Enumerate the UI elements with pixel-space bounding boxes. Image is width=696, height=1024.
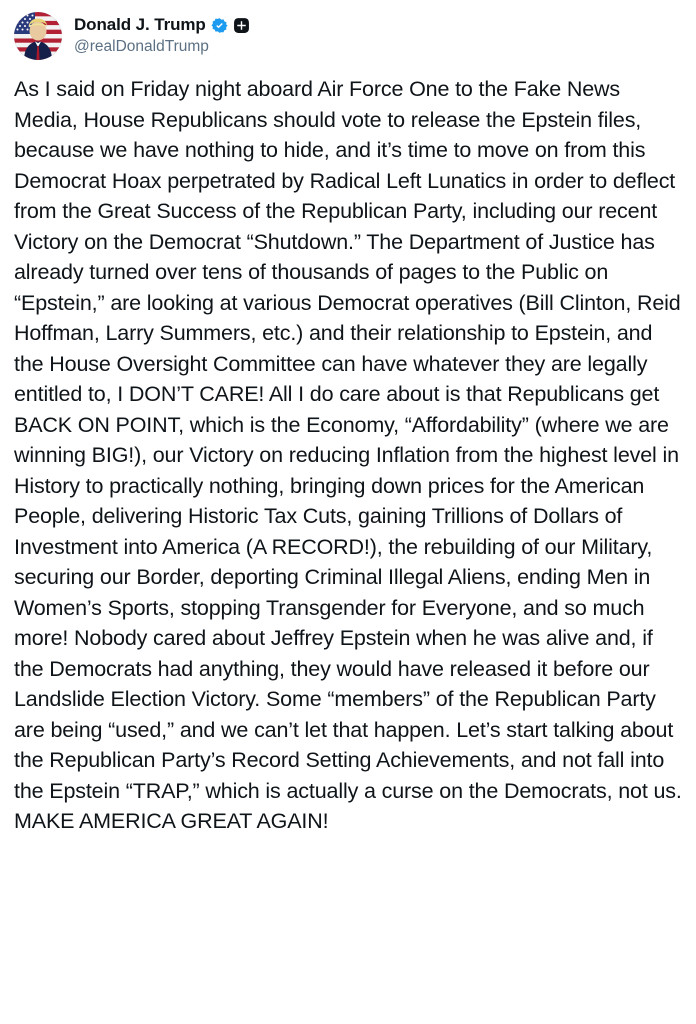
author-name-row [74, 15, 250, 35]
author-display-name: Donald J. Trump [74, 15, 206, 34]
author-identity [74, 15, 250, 57]
author-handle: @realDonaldTrump [74, 38, 209, 56]
post-text: As I said on Friday night aboard Air Force One to the Fake News Media, House Republicans should vote to release the Epstein files, because we have nothing to hide, and it’s time to move on from this Democrat Hoax perpetrated by Radical Left Lunatics in order to deflect from the Great Success of the Republican Party, including our recent Victory on the Democrat “Shutdown.” The Department of Justice has already turned over tens of thousands of pages to the Public on “Epstein,” are looking at various Democrat operatives (Bill Clinton, Reid Hoffman, Larry Summers, etc.) and their relationship to Epstein, and the House Oversight Committee can have whatever they are legally entitled to, I DON’T CARE! All I do care about is that Republicans get BACK ON POINT, which is the Economy, “Affordability” (where we are winning BIG!), our Victory on reducing Inflation from the highest level in History to practically nothing, bringing down prices for the American People, delivering Historic Tax Cuts, gaining Trillions of Dollars of Investment into America (A RECORD!), the rebuilding of our Military, securing our Border, deporting Criminal Illegal Aliens, ending Men in Women’s Sports, stopping Transgender for Everyone, and so much more! Nobody cared about Jeffrey Epstein when he was alive and, if the Democrats had anything, they would have released it before our Landslide Election Victory. Some “members” of the Republican Party are being “used,” and we can’t let that happen. Let’s start talking about the Republican Party’s Record Setting Achievements, and not fall into the Epstein “TRAP,” which is actually a curse on the Democrats, not us. MAKE AMERICA GREAT AGAIN! [14, 77, 688, 834]
verified-check-icon [211, 17, 228, 34]
post-header [14, 12, 682, 60]
avatar[interactable] [14, 12, 62, 60]
plus-badge-icon [233, 17, 250, 34]
